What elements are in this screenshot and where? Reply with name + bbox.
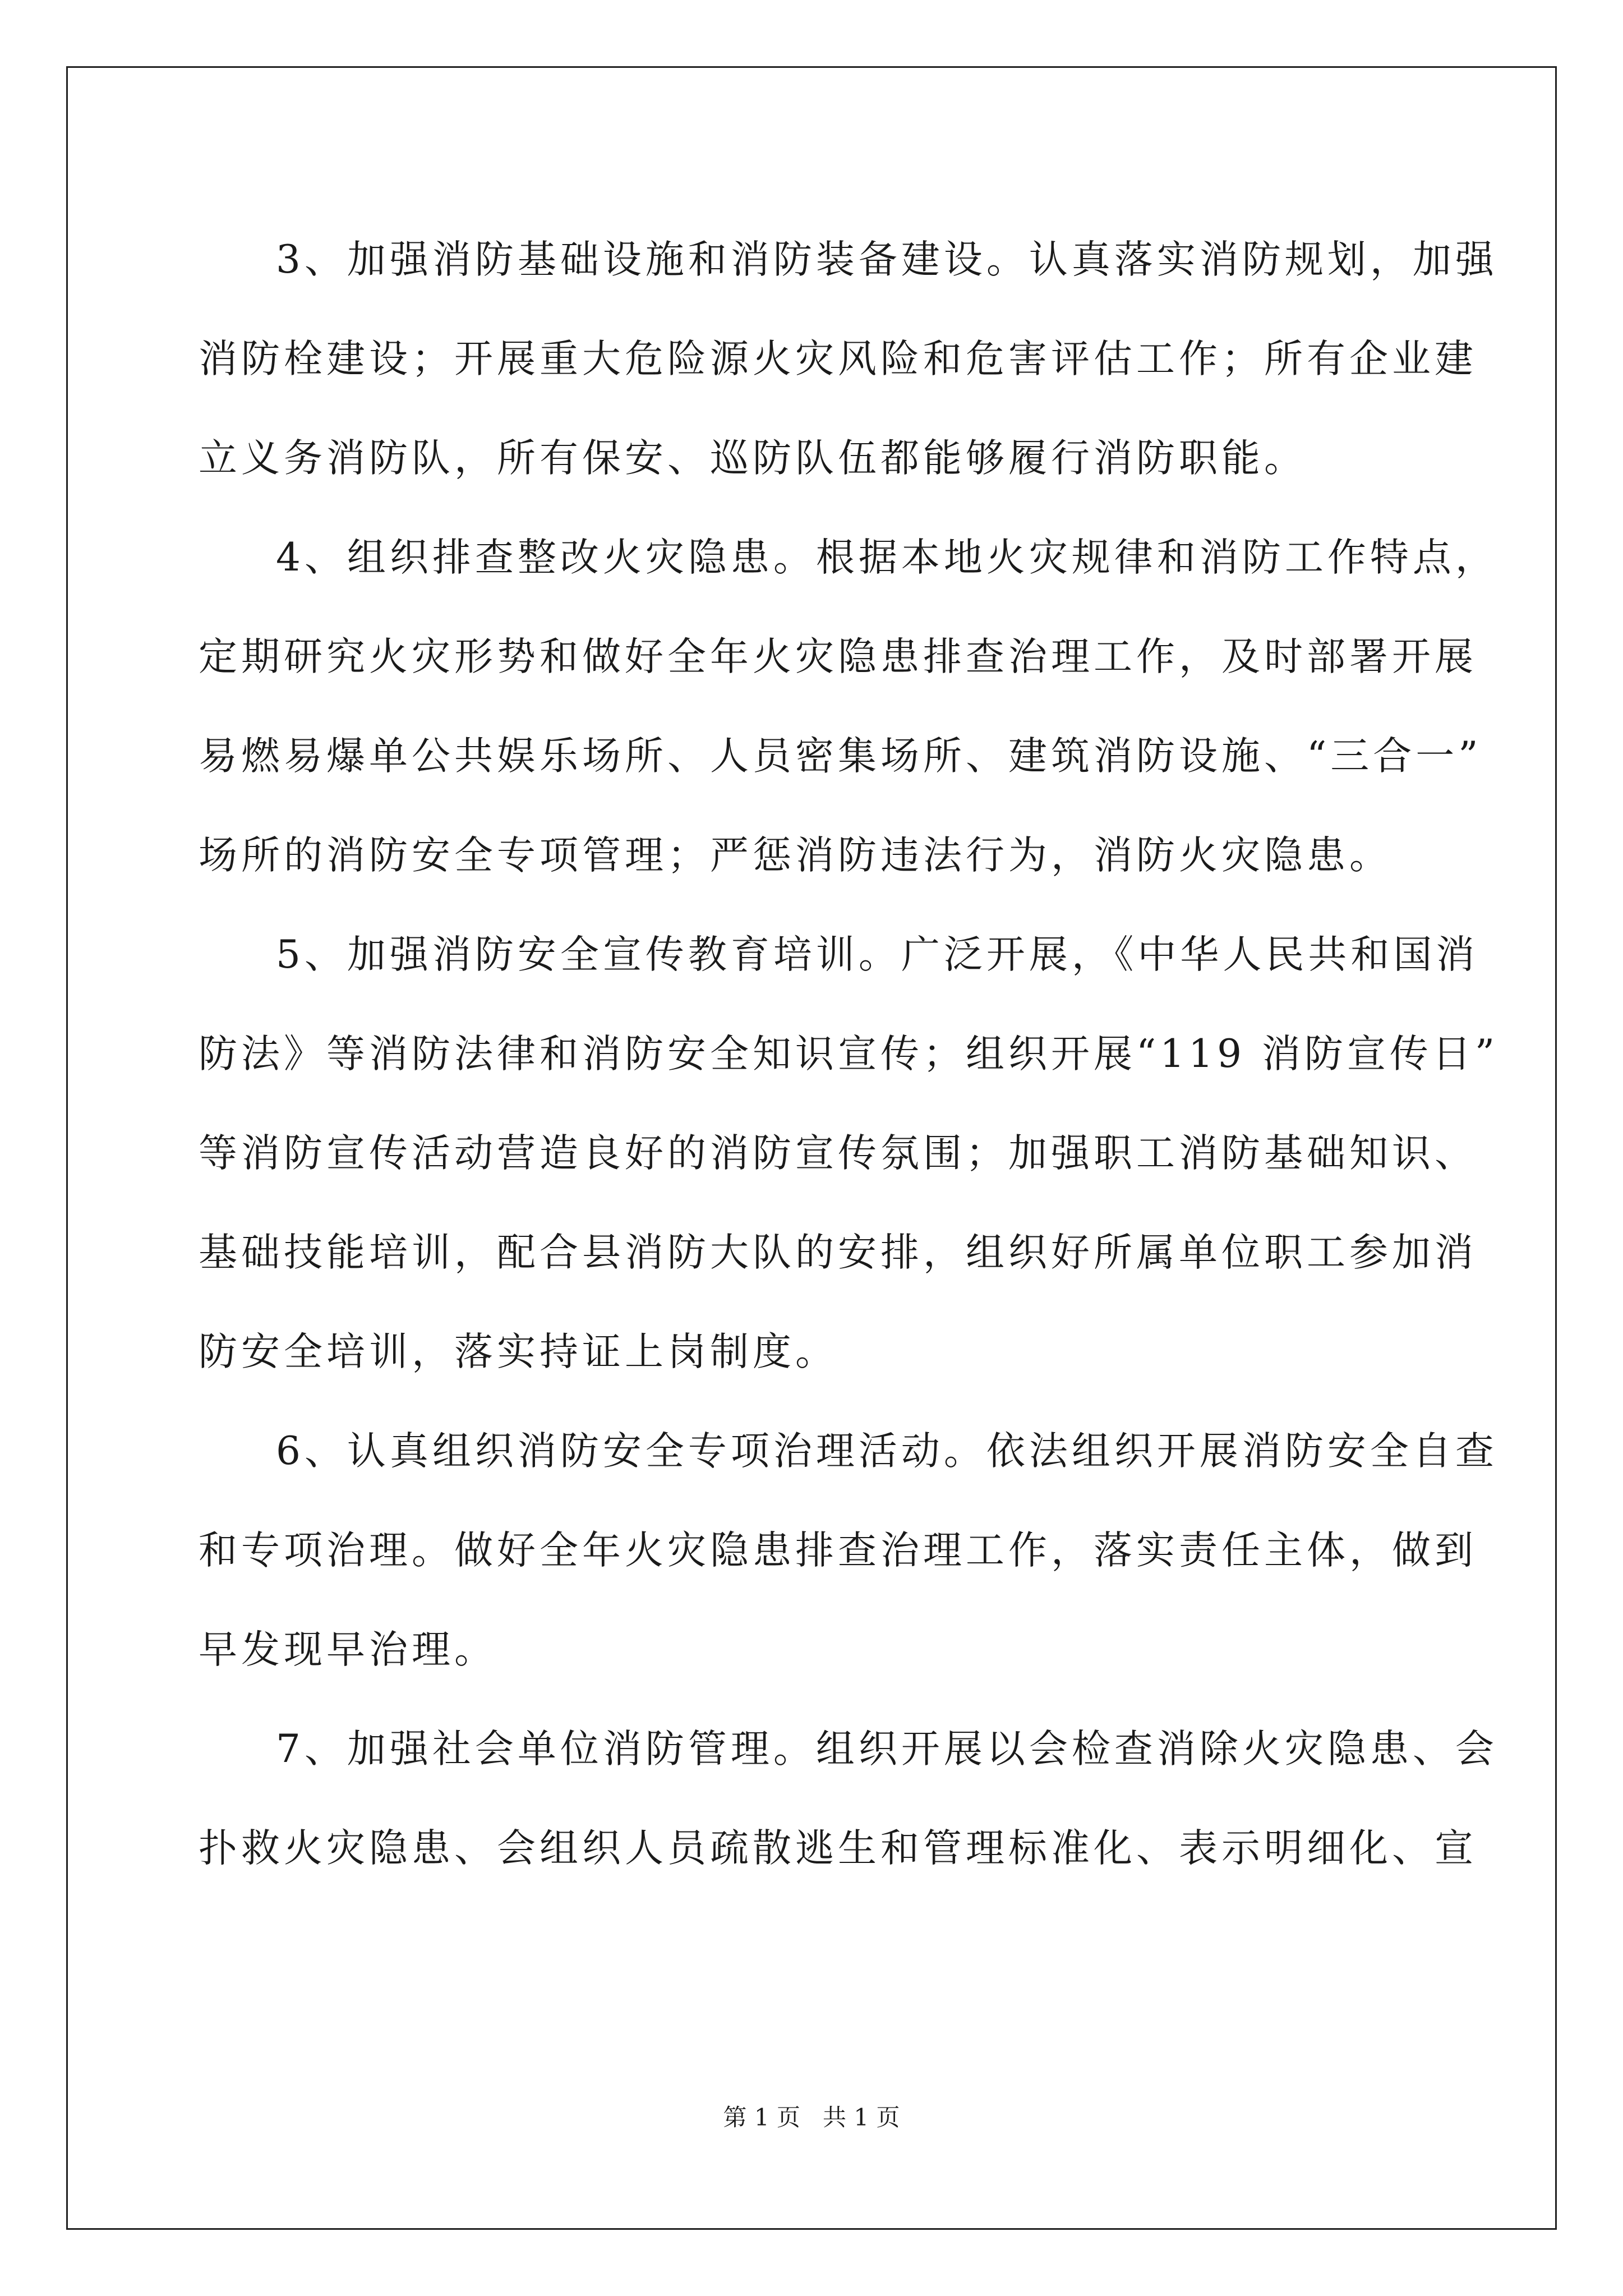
paragraph-3-line-1: 3、加强消防基础设施和消防装备建设。认真落实消防规划，加强 [276,237,1498,282]
paragraph-7-line-2: 扑救火灾隐患、会组织人员疏散逃生和管理标准化、表示明细化、宣 [199,1826,1477,1871]
paragraph-5-line-2: 防法》等消防法律和消防安全知识宣传；组织开展“119 消防宣传日” [199,1032,1499,1076]
paragraph-5-line-3: 等消防宣传活动营造良好的消防宣传氛围；加强职工消防基础知识、 [199,1131,1477,1176]
paragraph-4-line-4: 场所的消防安全专项管理；严惩消防违法行为，消防火灾隐患。 [199,833,1392,878]
paragraph-3-line-2: 消防栓建设；开展重大危险源火灾风险和危害评估工作；所有企业建 [199,337,1477,381]
paragraph-7-line-1: 7、加强社会单位消防管理。组织开展以会检查消除火灾隐患、会 [276,1727,1498,1772]
paragraph-6-line-3: 早发现早治理。 [199,1627,497,1672]
paragraph-4-line-2: 定期研究火灾形势和做好全年火灾隐患排查治理工作，及时部署开展 [199,634,1477,679]
paragraph-5-line-5: 防安全培训，落实持证上岗制度。 [199,1329,838,1374]
paragraph-6-line-2: 和专项治理。做好全年火灾隐患排查治理工作，落实责任主体，做到 [199,1528,1477,1573]
paragraph-5-line-4: 基础技能培训，配合县消防大队的安排，组织好所属单位职工参加消 [199,1230,1477,1275]
paragraph-4-line-1: 4、组织排查整改火灾隐患。根据本地火灾规律和消防工作特点， [276,535,1498,580]
page-footer: 第 1 页 共 1 页 [723,2104,900,2131]
paragraph-3-line-3: 立义务消防队，所有保安、巡防队伍都能够履行消防职能。 [199,436,1307,481]
paragraph-5-line-1: 5、加强消防安全宣传教育培训。广泛开展，《中华人民共和国消 [276,932,1479,977]
paragraph-6-line-1: 6、认真组织消防安全专项治理活动。依法组织开展消防安全自查 [276,1429,1498,1474]
document-body [199,210,1499,1898]
paragraph-4-line-3: 易燃易爆单公共娱乐场所、人员密集场所、建筑消防设施、“三合一” [199,734,1482,779]
